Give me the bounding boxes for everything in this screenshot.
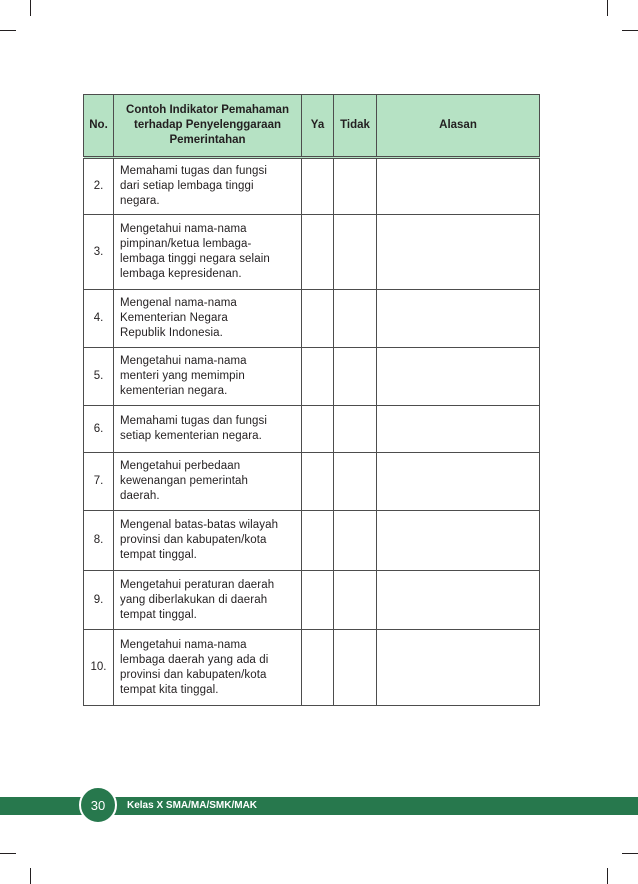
row-number: 5. — [84, 348, 114, 406]
ya-checkbox-cell[interactable] — [302, 348, 334, 406]
tidak-checkbox-cell[interactable] — [334, 348, 377, 406]
alasan-input-cell[interactable] — [377, 158, 540, 215]
alasan-input-cell[interactable] — [377, 215, 540, 290]
indicator-line: kementerian negara. — [120, 385, 228, 397]
row-number: 8. — [84, 511, 114, 571]
table-row — [84, 571, 540, 630]
row-number: 9. — [84, 571, 114, 630]
indicator-line: menteri yang memimpin — [120, 370, 245, 382]
indicator-line: Memahami tugas dan fungsi — [120, 415, 267, 427]
header-indicator-line: Contoh Indikator Pemahaman — [126, 104, 289, 116]
tidak-checkbox-cell[interactable] — [334, 571, 377, 630]
indicator-cell — [114, 290, 302, 348]
indicator-line: Mengenal nama-nama — [120, 297, 237, 309]
crop-mark — [0, 853, 16, 854]
indicator-line: Mengetahui nama-nama — [120, 223, 247, 235]
tidak-checkbox-cell[interactable] — [334, 215, 377, 290]
row-number: 2. — [84, 158, 114, 215]
alasan-input-cell[interactable] — [377, 630, 540, 706]
indicator-line: Mengenal batas-batas wilayah — [120, 519, 279, 531]
indicator-line: Memahami tugas dan fungsi — [120, 165, 267, 177]
table-row — [84, 453, 540, 511]
indicator-table — [83, 94, 540, 706]
ya-checkbox-cell[interactable] — [302, 630, 334, 706]
indicator-cell — [114, 406, 302, 453]
ya-checkbox-cell[interactable] — [302, 290, 334, 348]
indicator-line: Republik Indonesia. — [120, 327, 223, 339]
indicator-cell — [114, 571, 302, 630]
indicator-line: dari setiap lembaga tinggi — [120, 180, 254, 192]
ya-checkbox-cell[interactable] — [302, 571, 334, 630]
crop-mark — [30, 868, 31, 884]
crop-mark — [622, 853, 638, 854]
ya-checkbox-cell[interactable] — [302, 158, 334, 215]
alasan-input-cell[interactable] — [377, 348, 540, 406]
footer-book-title: Kelas X SMA/MA/SMK/MAK — [127, 800, 258, 811]
tidak-checkbox-cell[interactable] — [334, 158, 377, 215]
alasan-input-cell[interactable] — [377, 453, 540, 511]
table-row — [84, 348, 540, 406]
header-ya: Ya — [302, 95, 334, 158]
indicator-line: tempat tinggal. — [120, 608, 197, 621]
crop-mark — [0, 30, 16, 31]
indicator-line: pimpinan/ketua lembaga- — [120, 238, 252, 250]
tidak-checkbox-cell[interactable] — [334, 630, 377, 706]
table-row — [84, 630, 540, 706]
crop-mark — [607, 868, 608, 884]
alasan-input-cell[interactable] — [377, 406, 540, 453]
crop-mark — [622, 30, 638, 31]
indicator-line: tempat kita tinggal. — [120, 683, 219, 696]
indicator-cell — [114, 348, 302, 406]
indicator-cell — [114, 511, 302, 571]
indicator-line: Mengetahui nama-nama — [120, 638, 247, 651]
ya-checkbox-cell[interactable] — [302, 215, 334, 290]
indicator-line: setiap kementerian negara. — [120, 430, 262, 442]
indicator-line: tempat tinggal. — [120, 549, 197, 561]
indicator-line: lembaga daerah yang ada di — [120, 653, 269, 666]
indicator-line: kewenangan pemerintah — [120, 475, 249, 487]
table-row — [84, 511, 540, 571]
header-indicator — [114, 95, 302, 158]
header-no: No. — [84, 95, 114, 158]
indicator-cell — [114, 158, 302, 215]
table-row — [84, 215, 540, 290]
indicator-cell — [114, 453, 302, 511]
row-number: 6. — [84, 406, 114, 453]
row-number: 3. — [84, 215, 114, 290]
indicator-line: provinsi dan kabupaten/kota — [120, 534, 267, 546]
header-alasan: Alasan — [377, 95, 540, 158]
alasan-input-cell[interactable] — [377, 511, 540, 571]
tidak-checkbox-cell[interactable] — [334, 511, 377, 571]
row-number: 10. — [84, 630, 114, 706]
table-row — [84, 290, 540, 348]
indicator-line: Mengetahui perbedaan — [120, 460, 241, 472]
tidak-checkbox-cell[interactable] — [334, 453, 377, 511]
ya-checkbox-cell[interactable] — [302, 453, 334, 511]
tidak-checkbox-cell[interactable] — [334, 406, 377, 453]
indicator-line: Mengetahui peraturan daerah — [120, 578, 275, 591]
crop-mark — [30, 0, 31, 16]
ya-checkbox-cell[interactable] — [302, 406, 334, 453]
alasan-input-cell[interactable] — [377, 571, 540, 630]
tidak-checkbox-cell[interactable] — [334, 290, 377, 348]
crop-mark — [607, 0, 608, 16]
indicator-cell — [114, 630, 302, 706]
indicator-line: provinsi dan kabupaten/kota — [120, 668, 267, 681]
table-row — [84, 158, 540, 215]
header-indicator-line: Pemerintahan — [169, 134, 246, 146]
indicator-line: yang diberlakukan di daerah — [120, 593, 268, 606]
indicator-line: negara. — [120, 195, 160, 207]
indicator-line: lembaga kepresidenan. — [120, 268, 242, 280]
header-indicator-line: terhadap Penyelenggaraan — [134, 119, 281, 131]
indicator-line: daerah. — [120, 490, 160, 502]
indicator-line: Kementerian Negara — [120, 312, 228, 324]
ya-checkbox-cell[interactable] — [302, 511, 334, 571]
indicator-cell — [114, 215, 302, 290]
indicator-line: Mengetahui nama-nama — [120, 355, 247, 367]
table-header-row — [84, 95, 540, 158]
table-row — [84, 406, 540, 453]
row-number: 4. — [84, 290, 114, 348]
page-number-badge: 30 — [79, 786, 117, 824]
indicator-line: lembaga tinggi negara selain — [120, 253, 270, 265]
header-tidak: Tidak — [334, 95, 377, 158]
row-number: 7. — [84, 453, 114, 511]
alasan-input-cell[interactable] — [377, 290, 540, 348]
